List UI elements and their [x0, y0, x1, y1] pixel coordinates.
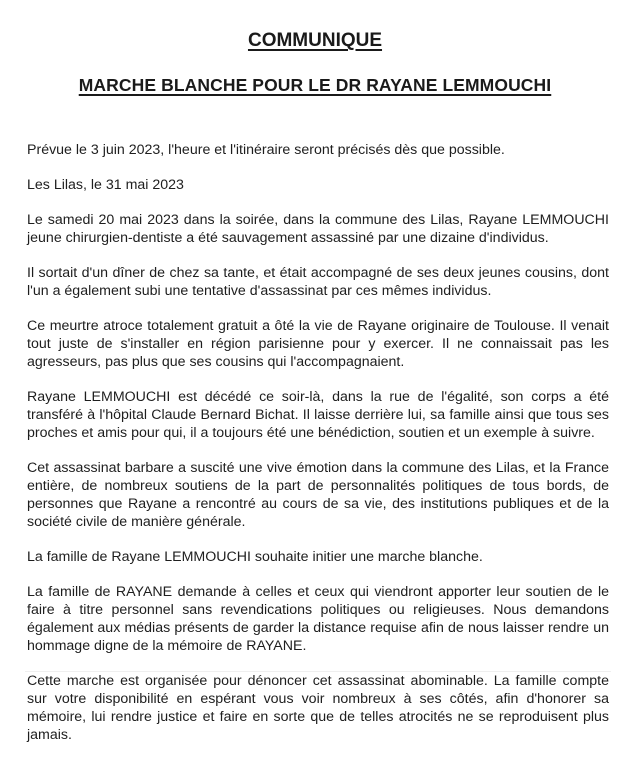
- document-subtitle: MARCHE BLANCHE POUR LE DR RAYANE LEMMOUCHI: [78, 75, 552, 95]
- paragraph: Il sortait d'un dîner de chez sa tante, et était accompagné de ses deux jeunes cousins, dont l'un a également subi une tentative d'assassinat par ces mêmes individus.: [27, 265, 609, 299]
- paragraph: Ce meurtre atroce totalement gratuit a ôté la vie de Rayane originaire de Toulouse. Il venait tout juste de s'installer en région parisienne pour y exercer. Il ne connaissait pas les agresseurs, pas plus que ses cousins qui l'accompagnaient.: [27, 318, 609, 370]
- paragraph: Rayane LEMMOUCHI est décédé ce soir-là, dans la rue de l'égalité, son corps a été transféré à l'hôpital Claude Bernard Bichat. Il laisse derrière lui, sa famille ainsi que tous ses proches et amis pour qui, il a toujours été une bénédiction, soutien et un exemple à suivre.: [27, 389, 609, 441]
- paragraph-schedule: Prévue le 3 juin 2023, l'heure et l'itinéraire seront précisés dès que possible.: [27, 142, 505, 158]
- paragraph-place-date: Les Lilas, le 31 mai 2023: [27, 177, 184, 193]
- document-body: [27, 141, 609, 761]
- paragraph: Le samedi 20 mai 2023 dans la soirée, dans la commune des Lilas, Rayane LEMMOUCHI jeune chirurgien-dentiste a été sauvagement assassiné par une dizaine d'individus.: [27, 212, 609, 246]
- paragraph: Cette marche est organisée pour dénoncer cet assassinat abominable. La famille compte sur votre disponibilité en espérant vous voir nombreux à ses côtés, afin d'honorer sa mémoire, lui rendre justice et faire en sorte que de telles atrocités ne se reproduisent plus jamais.: [27, 673, 609, 743]
- document-title: COMMUNIQUE: [247, 30, 383, 51]
- paragraph: Cet assassinat barbare a suscité une vive émotion dans la commune des Lilas, et la France entière, de nombreux soutiens de la part de personnalités politiques de tous bords, de personnes que Rayane a rencontré au cours de sa vie, des institutions publiques et de la société civile de manière générale.: [27, 460, 609, 530]
- bottom-divider: [25, 671, 611, 672]
- paragraph: La famille de RAYANE demande à celles et ceux qui viendront apporter leur soutien de le faire à titre personnel sans revendications politiques ou religieuses. Nous demandons également aux médias présents de garder la distance requise afin de nous laisser rendre un hommage digne de la mémoire de RAYANE.: [27, 584, 609, 654]
- paragraph: La famille de Rayane LEMMOUCHI souhaite initier une marche blanche.: [27, 549, 483, 565]
